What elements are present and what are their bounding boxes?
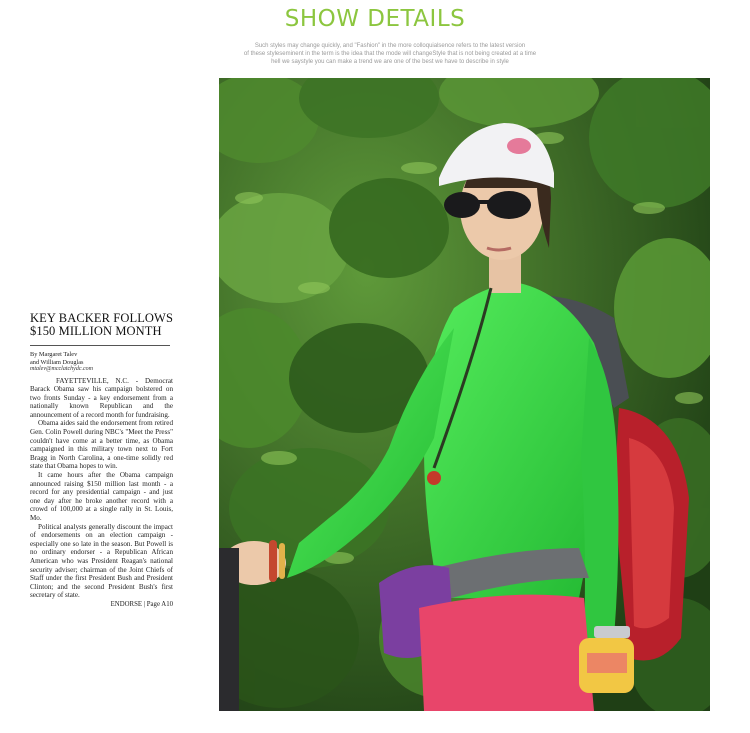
author-email: mtalev@mcclatchydc.com	[30, 366, 93, 372]
product-photo	[219, 78, 710, 711]
subtitle-line: of these styleseminent in the term is the idea that the mode will changeStyle that is not being created at a time	[243, 51, 537, 57]
page-jump: ENDORSE | Page A10	[110, 600, 173, 608]
bracelet	[269, 540, 277, 582]
byline: and William Douglas	[30, 358, 84, 366]
sunglasses	[444, 192, 480, 218]
green-jacket	[424, 283, 610, 598]
subtitle-line: Such styles may change quickly, and "Fashion" in the more colloquialsence refers to the latest version	[254, 43, 526, 49]
pink-pants	[419, 595, 594, 711]
article-paragraph: It came hours after the Obama campaign announced raising $150 million last month - a record for any presidential campaign - and just one day after he broke another record with a crowd of 100,000 at a single rally in St. Louis, Mo.	[30, 471, 173, 522]
headline-line: $150 MILLION MONTH	[30, 324, 162, 338]
cap-logo	[507, 138, 531, 154]
watch	[594, 626, 630, 638]
article-headline	[30, 312, 173, 338]
page-title: SHOW DETAILS	[284, 6, 466, 32]
article-paragraph: FAYETTEVILLE, N.C. - Democrat Barack Obama saw his campaign bolstered on two fronts Sunday - a key endorsement from a nationally known Republican and the announcement of a record month for fundraising.	[30, 376, 173, 419]
article-paragraph: Obama aides said the endorsement from retired Gen. Colin Powell during NBC's "Meet the Press" couldn't have come at a better time, as Obama campaigned in this military town next to Fort Bragg in North Carolina, a one-time solidly red state that Obama hopes to win.	[30, 419, 173, 471]
headline-line: KEY BACKER FOLLOWS	[30, 311, 174, 325]
trekking-pole	[219, 548, 239, 711]
subtitle	[0, 42, 750, 66]
hiker-illustration	[219, 78, 710, 711]
article-paragraph: Political analysts generally discount the impact of endorsements on an election campaign - especially one so late in the season. But Powell is no ordinary endorser - a Republican African American who was President Reagan's national security adviser; chairman of the Joint Chiefs of Staff under the first President Bush and President Clinton; and the second President Bush's first secretary of state.	[30, 522, 173, 600]
news-article	[30, 312, 173, 608]
byline: By Margaret Talev	[30, 351, 78, 358]
subtitle-line: hell we saystyle you can make a trend we are one of the best we have to describe in style	[271, 59, 509, 65]
divider	[30, 345, 170, 346]
